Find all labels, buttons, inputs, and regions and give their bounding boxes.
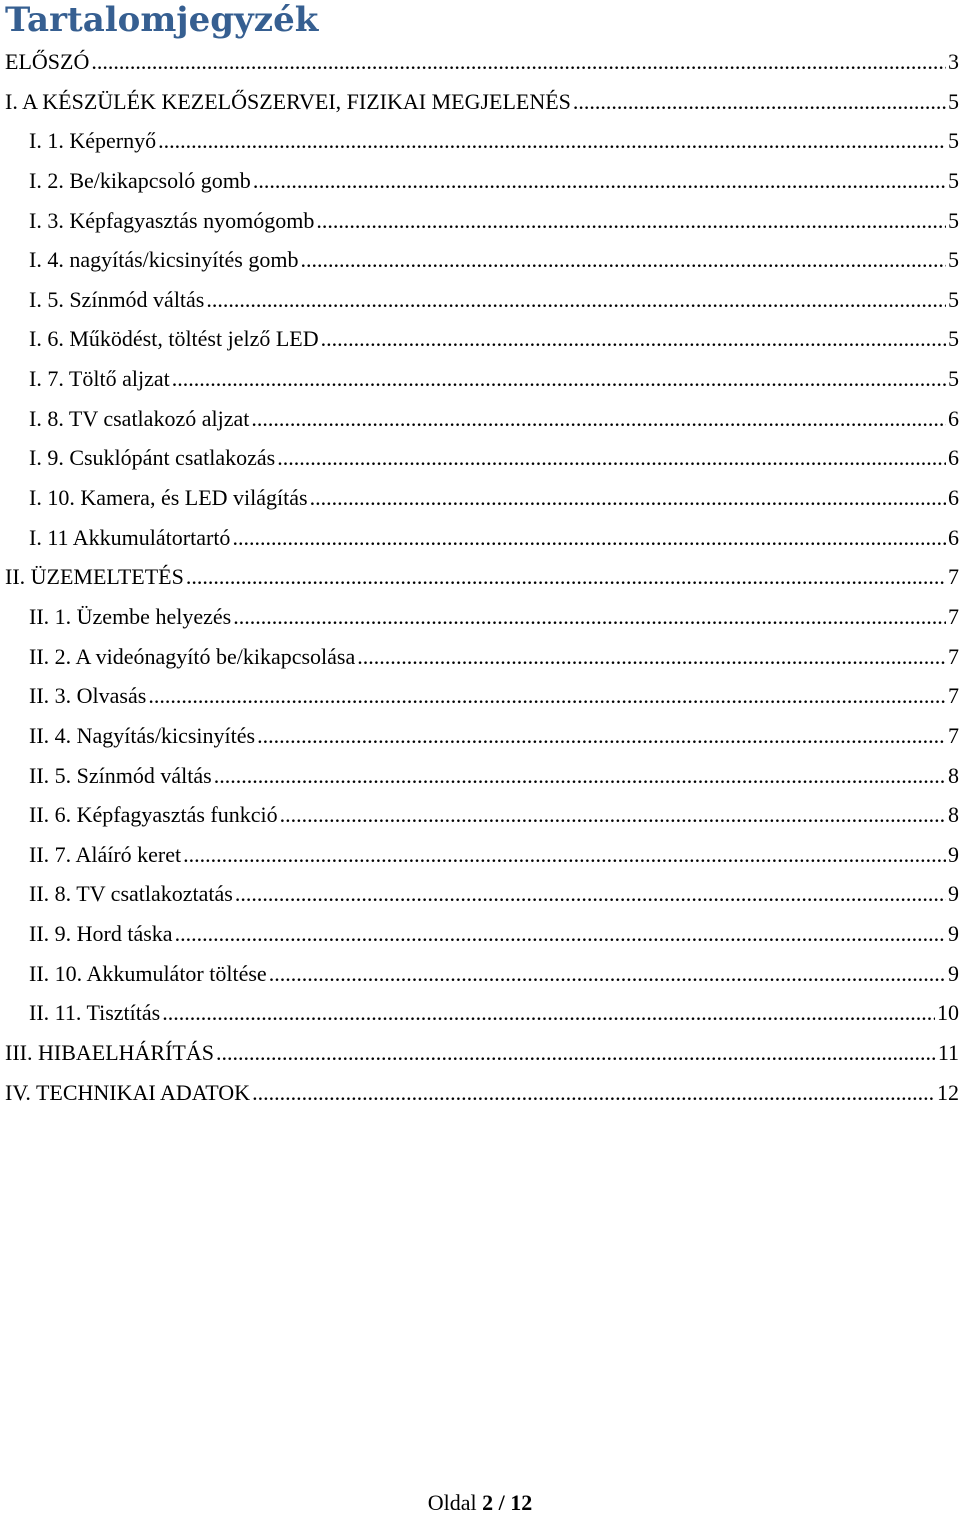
toc-entry-page-number: 7 [948, 683, 959, 709]
dot-leader [91, 42, 946, 82]
toc-entry-page-number: 7 [948, 722, 959, 748]
toc-entry-page-number: 9 [948, 841, 959, 867]
toc-entry-page-number: 9 [948, 881, 959, 907]
dot-leader [573, 82, 946, 122]
toc-entry-page-number: 5 [948, 167, 959, 193]
toc-entry-label: I. 4. nagyítás/kicsinyítés gomb [29, 247, 299, 273]
dot-leader [357, 637, 946, 677]
toc-entry[interactable] [0, 993, 960, 1033]
toc-entry[interactable] [0, 240, 960, 280]
dot-leader [316, 201, 946, 241]
dot-leader [280, 795, 946, 835]
toc-entry[interactable] [0, 280, 960, 320]
dot-leader [175, 914, 946, 954]
toc-entry[interactable] [0, 478, 960, 518]
toc-entry-label: II. 11. Tisztítás [29, 1000, 161, 1026]
dot-leader [183, 835, 946, 875]
dot-leader [253, 161, 946, 201]
dot-leader [214, 756, 946, 796]
footer-total-pages: 12 [510, 1490, 533, 1515]
toc-entry-label: I. 3. Képfagyasztás nyomógomb [29, 207, 315, 233]
toc-entry[interactable] [0, 438, 960, 478]
dot-leader [206, 280, 946, 320]
toc-entry-page-number: 6 [948, 445, 959, 471]
toc-entry[interactable] [0, 557, 960, 597]
toc-entry-page-number: 5 [948, 247, 959, 273]
toc-entry-label: II. 6. Képfagyasztás funkció [29, 802, 278, 828]
toc-entry-label: II. 2. A videónagyító be/kikapcsolása [29, 643, 356, 669]
toc-entry-page-number: 7 [948, 603, 959, 629]
toc-entry-label: II. 4. Nagyítás/kicsinyítés [29, 722, 256, 748]
toc-entry[interactable] [0, 676, 960, 716]
toc-entry-page-number: 5 [948, 88, 959, 114]
toc-entry-label: I. A KÉSZÜLÉK KEZELŐSZERVEI, FIZIKAI MEGJELENÉS [5, 88, 571, 114]
dot-leader [232, 518, 946, 558]
dot-leader [186, 557, 946, 597]
toc-entry[interactable] [0, 399, 960, 439]
toc-entry[interactable] [0, 1033, 960, 1073]
toc-entry-page-number: 10 [937, 1000, 959, 1026]
toc-entry-page-number: 6 [948, 524, 959, 550]
toc-entry[interactable] [0, 82, 960, 122]
toc-entry-label: II. 3. Olvasás [29, 683, 147, 709]
toc-entry-page-number: 3 [948, 49, 959, 74]
table-of-contents [0, 42, 960, 1112]
toc-entry-page-number: 5 [948, 207, 959, 233]
toc-entry-page-number: 5 [948, 128, 959, 154]
dot-leader [216, 1033, 936, 1073]
toc-entry-page-number: 5 [948, 326, 959, 352]
footer-current-page: 2 [482, 1490, 494, 1515]
toc-entry-page-number: 7 [948, 564, 959, 590]
toc-entry-label: I. 7. Töltő aljzat [29, 366, 170, 392]
toc-entry-label: I. 2. Be/kikapcsoló gomb [29, 167, 251, 193]
toc-entry-page-number: 6 [948, 405, 959, 431]
toc-entry[interactable] [0, 756, 960, 796]
toc-entry-page-number: 11 [937, 1040, 959, 1066]
toc-entry-label: I. 8. TV csatlakozó aljzat [29, 405, 250, 431]
toc-entry-label: II. ÜZEMELTETÉS [5, 564, 184, 590]
toc-entry[interactable] [0, 795, 960, 835]
dot-leader [251, 399, 946, 439]
dot-leader [252, 1073, 935, 1113]
toc-entry-label: II. 9. Hord táska [29, 921, 173, 947]
toc-entry[interactable] [0, 161, 960, 201]
dot-leader [300, 240, 946, 280]
toc-entry-page-number: 6 [948, 485, 959, 511]
toc-entry-label: I. 5. Színmód váltás [29, 286, 205, 312]
toc-entry-label: I. 10. Kamera, és LED világítás [29, 485, 308, 511]
toc-entry-label: II. 5. Színmód váltás [29, 762, 212, 788]
dot-leader [172, 359, 946, 399]
toc-entry-label: I. 1. Képernyő [29, 128, 157, 154]
toc-entry[interactable] [0, 954, 960, 994]
toc-entry-page-number: 9 [948, 960, 959, 986]
toc-entry-page-number: 7 [948, 643, 959, 669]
toc-entry[interactable] [0, 319, 960, 359]
dot-leader [233, 597, 946, 637]
footer-prefix: Oldal [427, 1490, 477, 1515]
toc-entry[interactable] [0, 1073, 960, 1113]
toc-entry[interactable] [0, 42, 960, 82]
toc-entry-label: II. 8. TV csatlakoztatás [29, 881, 233, 907]
footer-separator: / [498, 1490, 505, 1515]
dot-leader [269, 954, 946, 994]
dot-leader [158, 121, 946, 161]
page-footer [0, 1488, 960, 1518]
toc-entry[interactable] [0, 518, 960, 558]
toc-entry-label: I. 9. Csuklópánt csatlakozás [29, 445, 276, 471]
toc-entry-label: ELŐSZÓ [5, 49, 90, 74]
toc-entry-label: I. 11 Akkumulátortartó [29, 524, 231, 550]
toc-entry[interactable] [0, 597, 960, 637]
toc-entry[interactable] [0, 637, 960, 677]
dot-leader [257, 716, 946, 756]
toc-entry-label: II. 7. Aláíró keret [29, 841, 182, 867]
toc-entry[interactable] [0, 874, 960, 914]
toc-entry[interactable] [0, 201, 960, 241]
dot-leader [321, 319, 946, 359]
dot-leader [148, 676, 946, 716]
toc-entry-page-number: 8 [948, 762, 959, 788]
toc-entry[interactable] [0, 121, 960, 161]
toc-entry-page-number: 8 [948, 802, 959, 828]
toc-entry-label: IV. TECHNIKAI ADATOK [5, 1079, 251, 1105]
toc-entry[interactable] [0, 716, 960, 756]
toc-entry[interactable] [0, 835, 960, 875]
dot-leader [277, 438, 946, 478]
toc-entry-label: I. 6. Működést, töltést jelző LED [29, 326, 319, 352]
toc-entry-label: II. 10. Akkumulátor töltése [29, 960, 267, 986]
toc-entry-page-number: 12 [937, 1079, 959, 1105]
page-title: Tartalomjegyzék [5, 0, 319, 40]
toc-entry-label: II. 1. Üzembe helyezés [29, 603, 232, 629]
dot-leader [310, 478, 946, 518]
toc-entry-page-number: 5 [948, 286, 959, 312]
dot-leader [162, 993, 935, 1033]
dot-leader [235, 874, 946, 914]
toc-entry-page-number: 9 [948, 921, 959, 947]
toc-entry[interactable] [0, 914, 960, 954]
toc-entry[interactable] [0, 359, 960, 399]
toc-entry-page-number: 5 [948, 366, 959, 392]
toc-entry-label: III. HIBAELHÁRÍTÁS [5, 1040, 214, 1066]
